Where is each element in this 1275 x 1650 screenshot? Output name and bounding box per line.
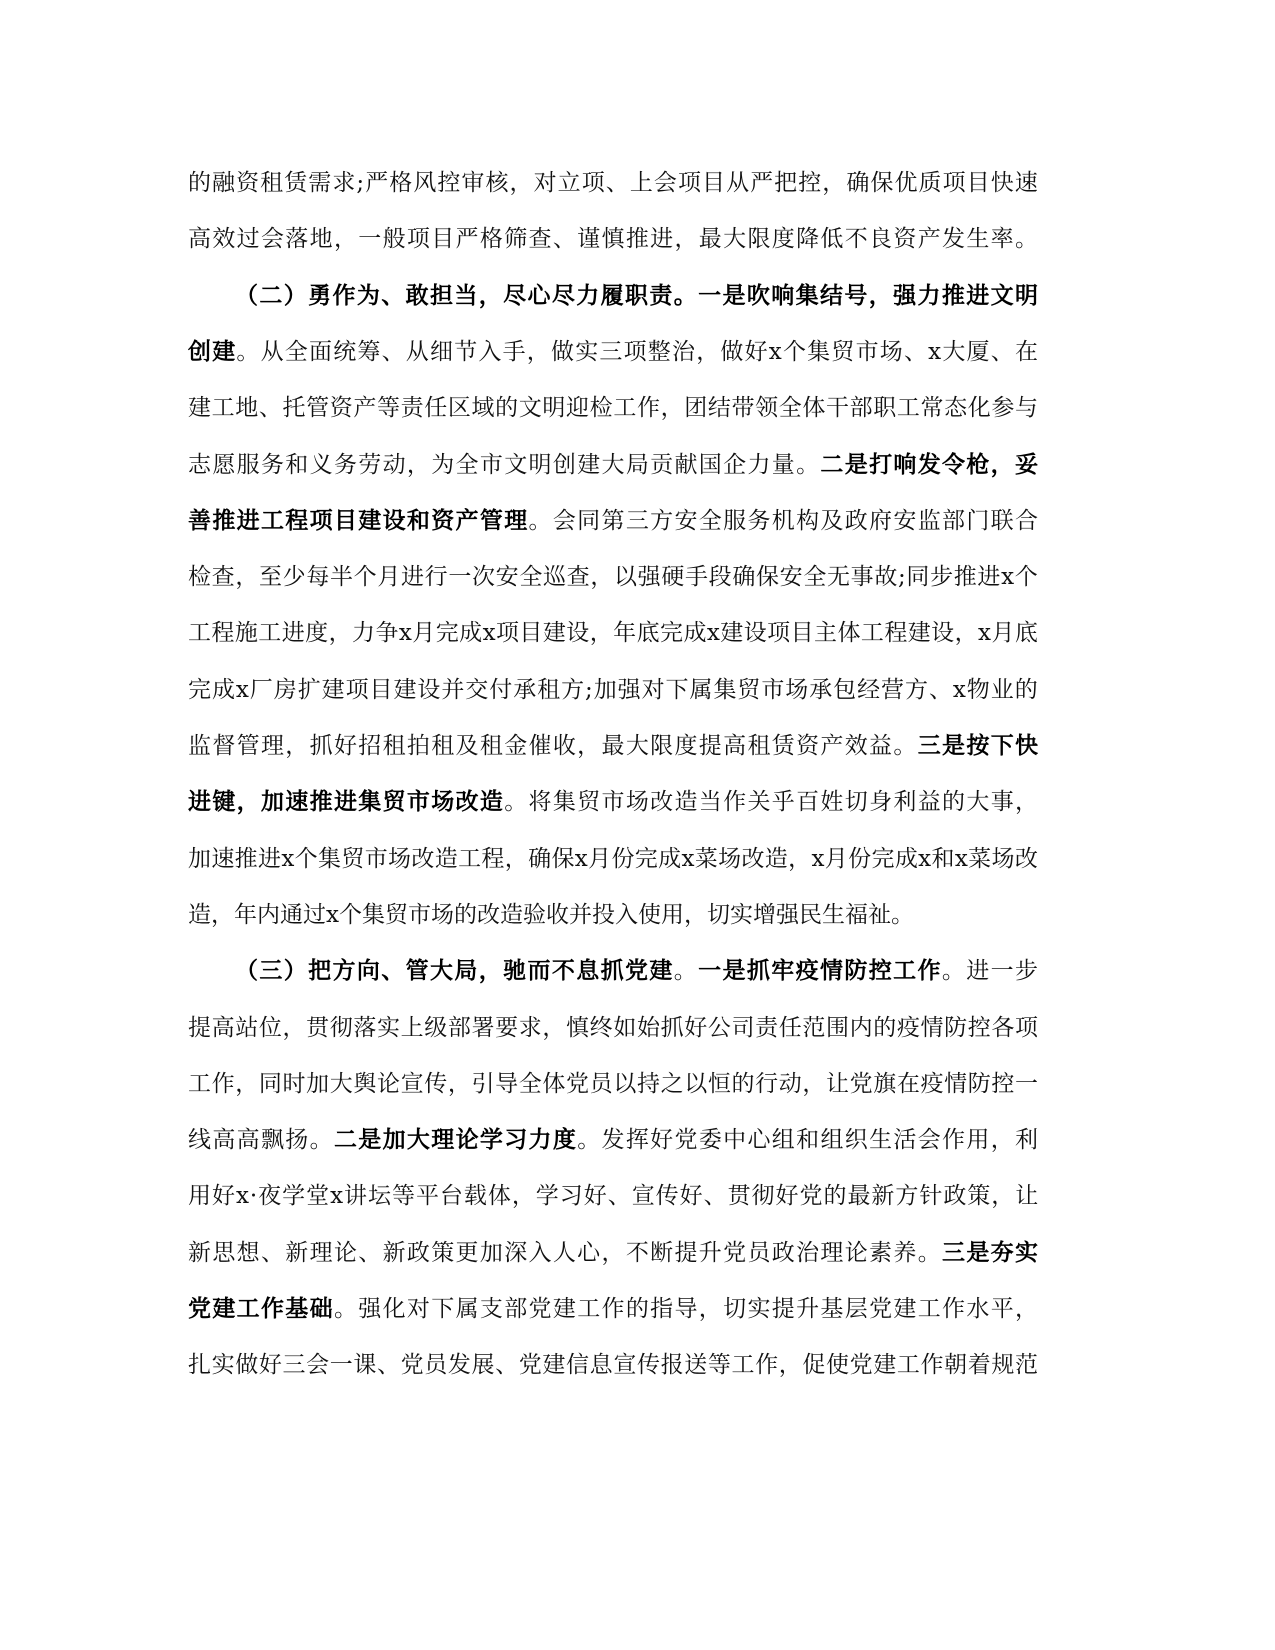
text-line [188, 900, 914, 930]
text-run: 检查，至少每半个月进行一次安全巡查，以强硬手段确保安全无事故;同步推进x个 [188, 564, 1039, 590]
text-run: 建工地、托管资产等责任区域的文明迎检工作，团结带领全体干部职工常态化参与 [188, 395, 1039, 421]
text-line [188, 168, 1039, 198]
text-run: 。从全面统筹、从细节入手，做实三项整治，做好x个集贸市场、x大厦、在 [236, 339, 1040, 365]
text-run: 扎实做好三会一课、党员发展、党建信息宣传报送等工作，促使党建工作朝着规范 [188, 1352, 1039, 1378]
text-line [188, 1294, 1039, 1324]
text-run: 。进一步 [941, 958, 1040, 984]
text-line [188, 450, 1039, 480]
text-line [188, 337, 1039, 367]
text-line [235, 956, 1039, 986]
text-run: 监督管理，抓好招租拍租及租金催收，最大限度提高租赁资产效益。 [188, 733, 918, 759]
text-run: 新思想、新理论、新政策更加深入人心，不断提升党员政治理论素养。 [188, 1240, 943, 1266]
text-line [188, 844, 1038, 874]
text-line [235, 281, 1039, 311]
bold-text-run: 善推进工程项目建设和资产管理 [188, 507, 529, 534]
text-line [188, 1125, 1039, 1155]
text-line [188, 506, 1039, 536]
text-run: 。会同第三方安全服务机构及政府安监部门联合 [528, 508, 1040, 534]
text-run: 线高高飘扬。 [188, 1127, 334, 1153]
text-line [188, 618, 1038, 648]
bold-text-run: （二）勇作为、敢担当，尽心尽力履职责。 [235, 282, 699, 309]
text-run: 工作，同时加大舆论宣传，引导全体党员以持之以恒的行动，让党旗在疫情防控一 [188, 1071, 1039, 1097]
text-run: 造，年内通过x个集贸市场的改造验收并投入使用，切实增强民生福祉。 [188, 902, 914, 928]
text-line [188, 675, 1039, 705]
text-run: 的融资租赁需求;严格风控审核，对立项、上会项目从严把控，确保优质项目快速 [188, 170, 1039, 196]
text-run: 。将集贸市场改造当作关乎百姓切身利益的大事， [504, 789, 1040, 815]
text-line [188, 1069, 1039, 1099]
text-run: 工程施工进度，力争x月完成x项目建设，年底完成x建设项目主体工程建设，x月底 [188, 620, 1039, 646]
text-run: 志愿服务和义务劳动，为全市文明创建大局贡献国企力量。 [188, 452, 821, 478]
bold-text-run: 创建 [188, 338, 237, 365]
text-line [188, 393, 1039, 423]
text-line [188, 224, 1039, 254]
text-line [188, 1350, 1039, 1380]
text-run: 。 [673, 958, 699, 984]
text-run: 加速推进x个集贸市场改造工程，确保x月份完成x菜场改造，x月份完成x和x菜场改 [188, 846, 1039, 872]
bold-text-run: 三是夯实 [942, 1239, 1040, 1266]
text-line [188, 1181, 1039, 1211]
text-line [188, 1238, 1039, 1268]
bold-text-run: 二是打响发令枪，妥 [820, 451, 1040, 478]
bold-text-run: （三）把方向、管大局，驰而不息抓党建 [235, 957, 674, 984]
bold-text-run: 一是抓牢疫情防控工作 [698, 957, 942, 984]
text-run: 用好x·夜学堂x讲坛等平台载体，学习好、宣传好、贯彻好党的最新方针政策，让 [188, 1183, 1040, 1209]
bold-text-run: 一是吹响集结号，强力推进文明 [698, 282, 1040, 309]
text-run: 提高站位，贯彻落实上级部署要求，慎终如始抓好公司责任范围内的疫情防控各项 [188, 1015, 1039, 1041]
text-line [188, 1013, 1039, 1043]
text-run: 。发挥好党委中心组和组织生活会作用，利 [577, 1127, 1040, 1153]
text-run: 。强化对下属支部党建工作的指导，切实提升基层党建工作水平， [333, 1296, 1040, 1322]
text-line [188, 731, 1039, 761]
text-line [188, 787, 1039, 817]
bold-text-run: 二是加大理论学习力度 [333, 1126, 578, 1153]
bold-text-run: 进键，加速推进集贸市场改造 [188, 788, 505, 815]
text-run: 高效过会落地，一般项目严格筛查、谨慎推进，最大限度降低不良资产发生率。 [188, 226, 1040, 252]
bold-text-run: 三是按下快 [917, 732, 1040, 759]
bold-text-run: 党建工作基础 [188, 1295, 334, 1322]
text-run: 完成x厂房扩建项目建设并交付承租方;加强对下属集贸市场承包经营方、x物业的 [188, 677, 1039, 703]
text-line [188, 562, 1038, 592]
